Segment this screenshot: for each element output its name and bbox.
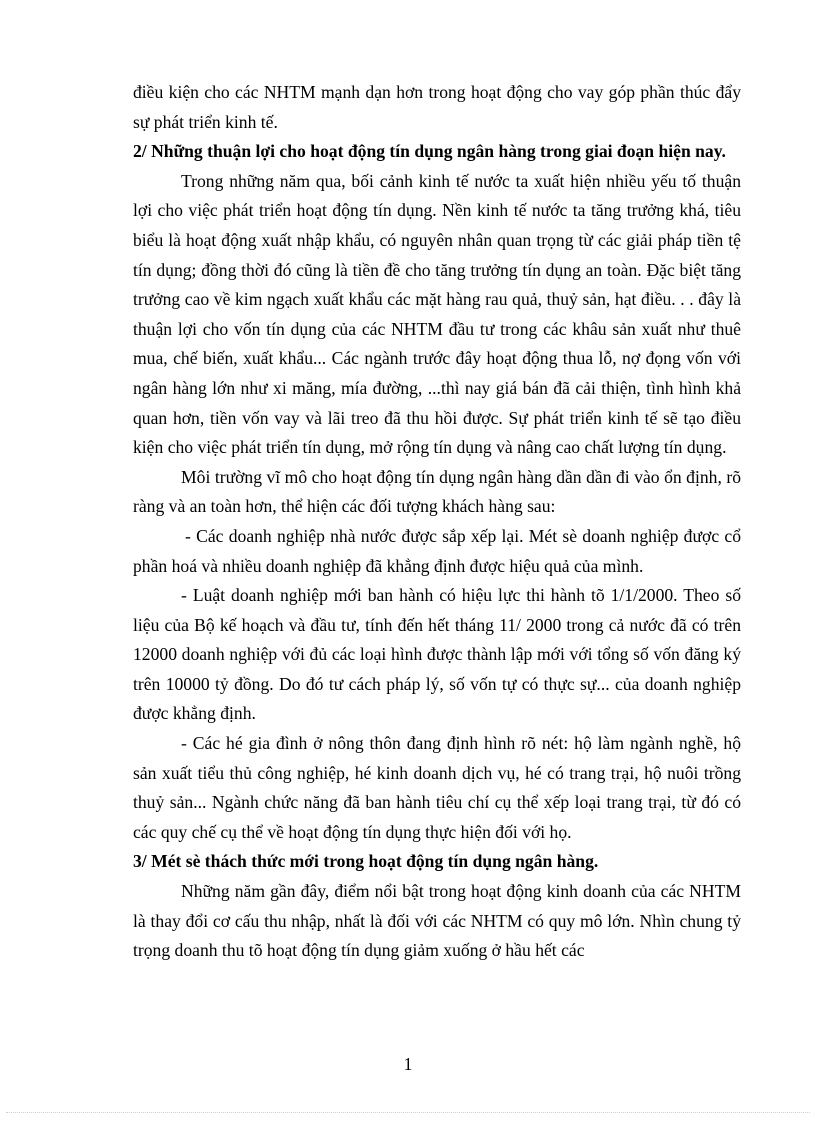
page-number: 1 — [403, 1054, 413, 1074]
section-2-paragraph-1: Trong những năm qua, bối cảnh kinh tế nước ta xuất hiện nhiều yếu tố thuận lợi cho việc phát triển hoạt động tín dụng. Nền kinh tế nước ta tăng trưởng khá, tiêu biểu là hoạt động xuất nhập khẩu, có nguyên nhân quan trọng từ các giải pháp tiền tệ tín dụng; đồng thời đó cũng là tiền đề cho tăng trưởng tín dụng an toàn. Đặc biệt tăng trưởng cao về kim ngạch xuất khẩu các mặt hàng rau quả, thuỷ sản, hạt điều. . . đây là thuận lợi cho vốn tín dụng của các NHTM đầu tư trong các khâu sản xuất như thuê mua, chế biến, xuất khẩu... Các ngành trước đây hoạt động thua lỗ, nợ đọng vốn với ngân hàng lớn như xi măng, mía đường, ...thì nay giá bán đã cải thiện, tình hình khả quan hơn, tiền vốn vay và lãi treo đã thu hồi được. Sự phát triển kinh tế sẽ tạo điều kiện cho việc phát triển tín dụng, mở rộng tín dụng và nâng cao chất lượng tín dụng. — [133, 170, 741, 458]
document-body — [133, 78, 741, 966]
section-3-paragraph-1: Những năm gần đây, điểm nổi bật trong hoạt động kinh doanh của các NHTM là thay đổi cơ cấu thu nhập, nhất là đối với các NHTM có quy mô lớn. Nhìn chung tỷ trọng doanh thu tõ hoạt động tín dụng giảm xuống ở hầu hết các — [133, 881, 741, 961]
footer-divider — [6, 1112, 810, 1113]
bullet-item-enterprise-law: - Luật doanh nghiệp mới ban hành có hiệu lực thi hành tõ 1/1/2000. Theo số liệu của Bộ kế hoạch và đầu tư, tính đến hết tháng 11/ 2000 trong cả nước đã có trên 12000 doanh nghiệp với đủ các loại hình được thành lập mới với tổng số vốn đăng ký trên 10000 tỷ đồng. Do đó tư cách pháp lý, số vốn tự có thực sự... của doanh nghiệp được khẳng định. — [133, 585, 741, 724]
bullet-item-state-enterprises: - Các doanh nghiệp nhà nước được sắp xếp lại. Mét sè doanh nghiệp được cổ phần hoá và nhiều doanh nghiệp đã khẳng định được hiệu quả của mình. — [133, 525, 741, 576]
bullet-item-rural-households: - Các hé gia đình ở nông thôn đang định hình rõ nét: hộ làm ngành nghề, hộ sản xuất tiểu thủ công nghiệp, hé kinh doanh dịch vụ, hé có trang trại, hộ nuôi trồng thuỷ sản... Ngành chức năng đã ban hành tiêu chí cụ thể xếp loại trang trại, từ đó có các quy chế cụ thể về hoạt động tín dụng thực hiện đối với họ. — [133, 733, 741, 842]
section-2-paragraph-2: Môi trường vĩ mô cho hoạt động tín dụng ngân hàng dần dần đi vào ổn định, rõ ràng và an toàn hơn, thể hiện các đối tượng khách hàng sau: — [133, 466, 741, 517]
section-2-heading: 2/ Những thuận lợi cho hoạt động tín dụng ngân hàng trong giai đoạn hiện nay. — [133, 141, 726, 162]
intro-continuation-paragraph: điều kiện cho các NHTM mạnh dạn hơn trong hoạt động cho vay góp phần thúc đẩy sự phát triển kinh tế. — [133, 82, 741, 132]
section-3-heading: 3/ Mét sè thách thức mới trong hoạt động tín dụng ngân hàng. — [133, 851, 599, 872]
